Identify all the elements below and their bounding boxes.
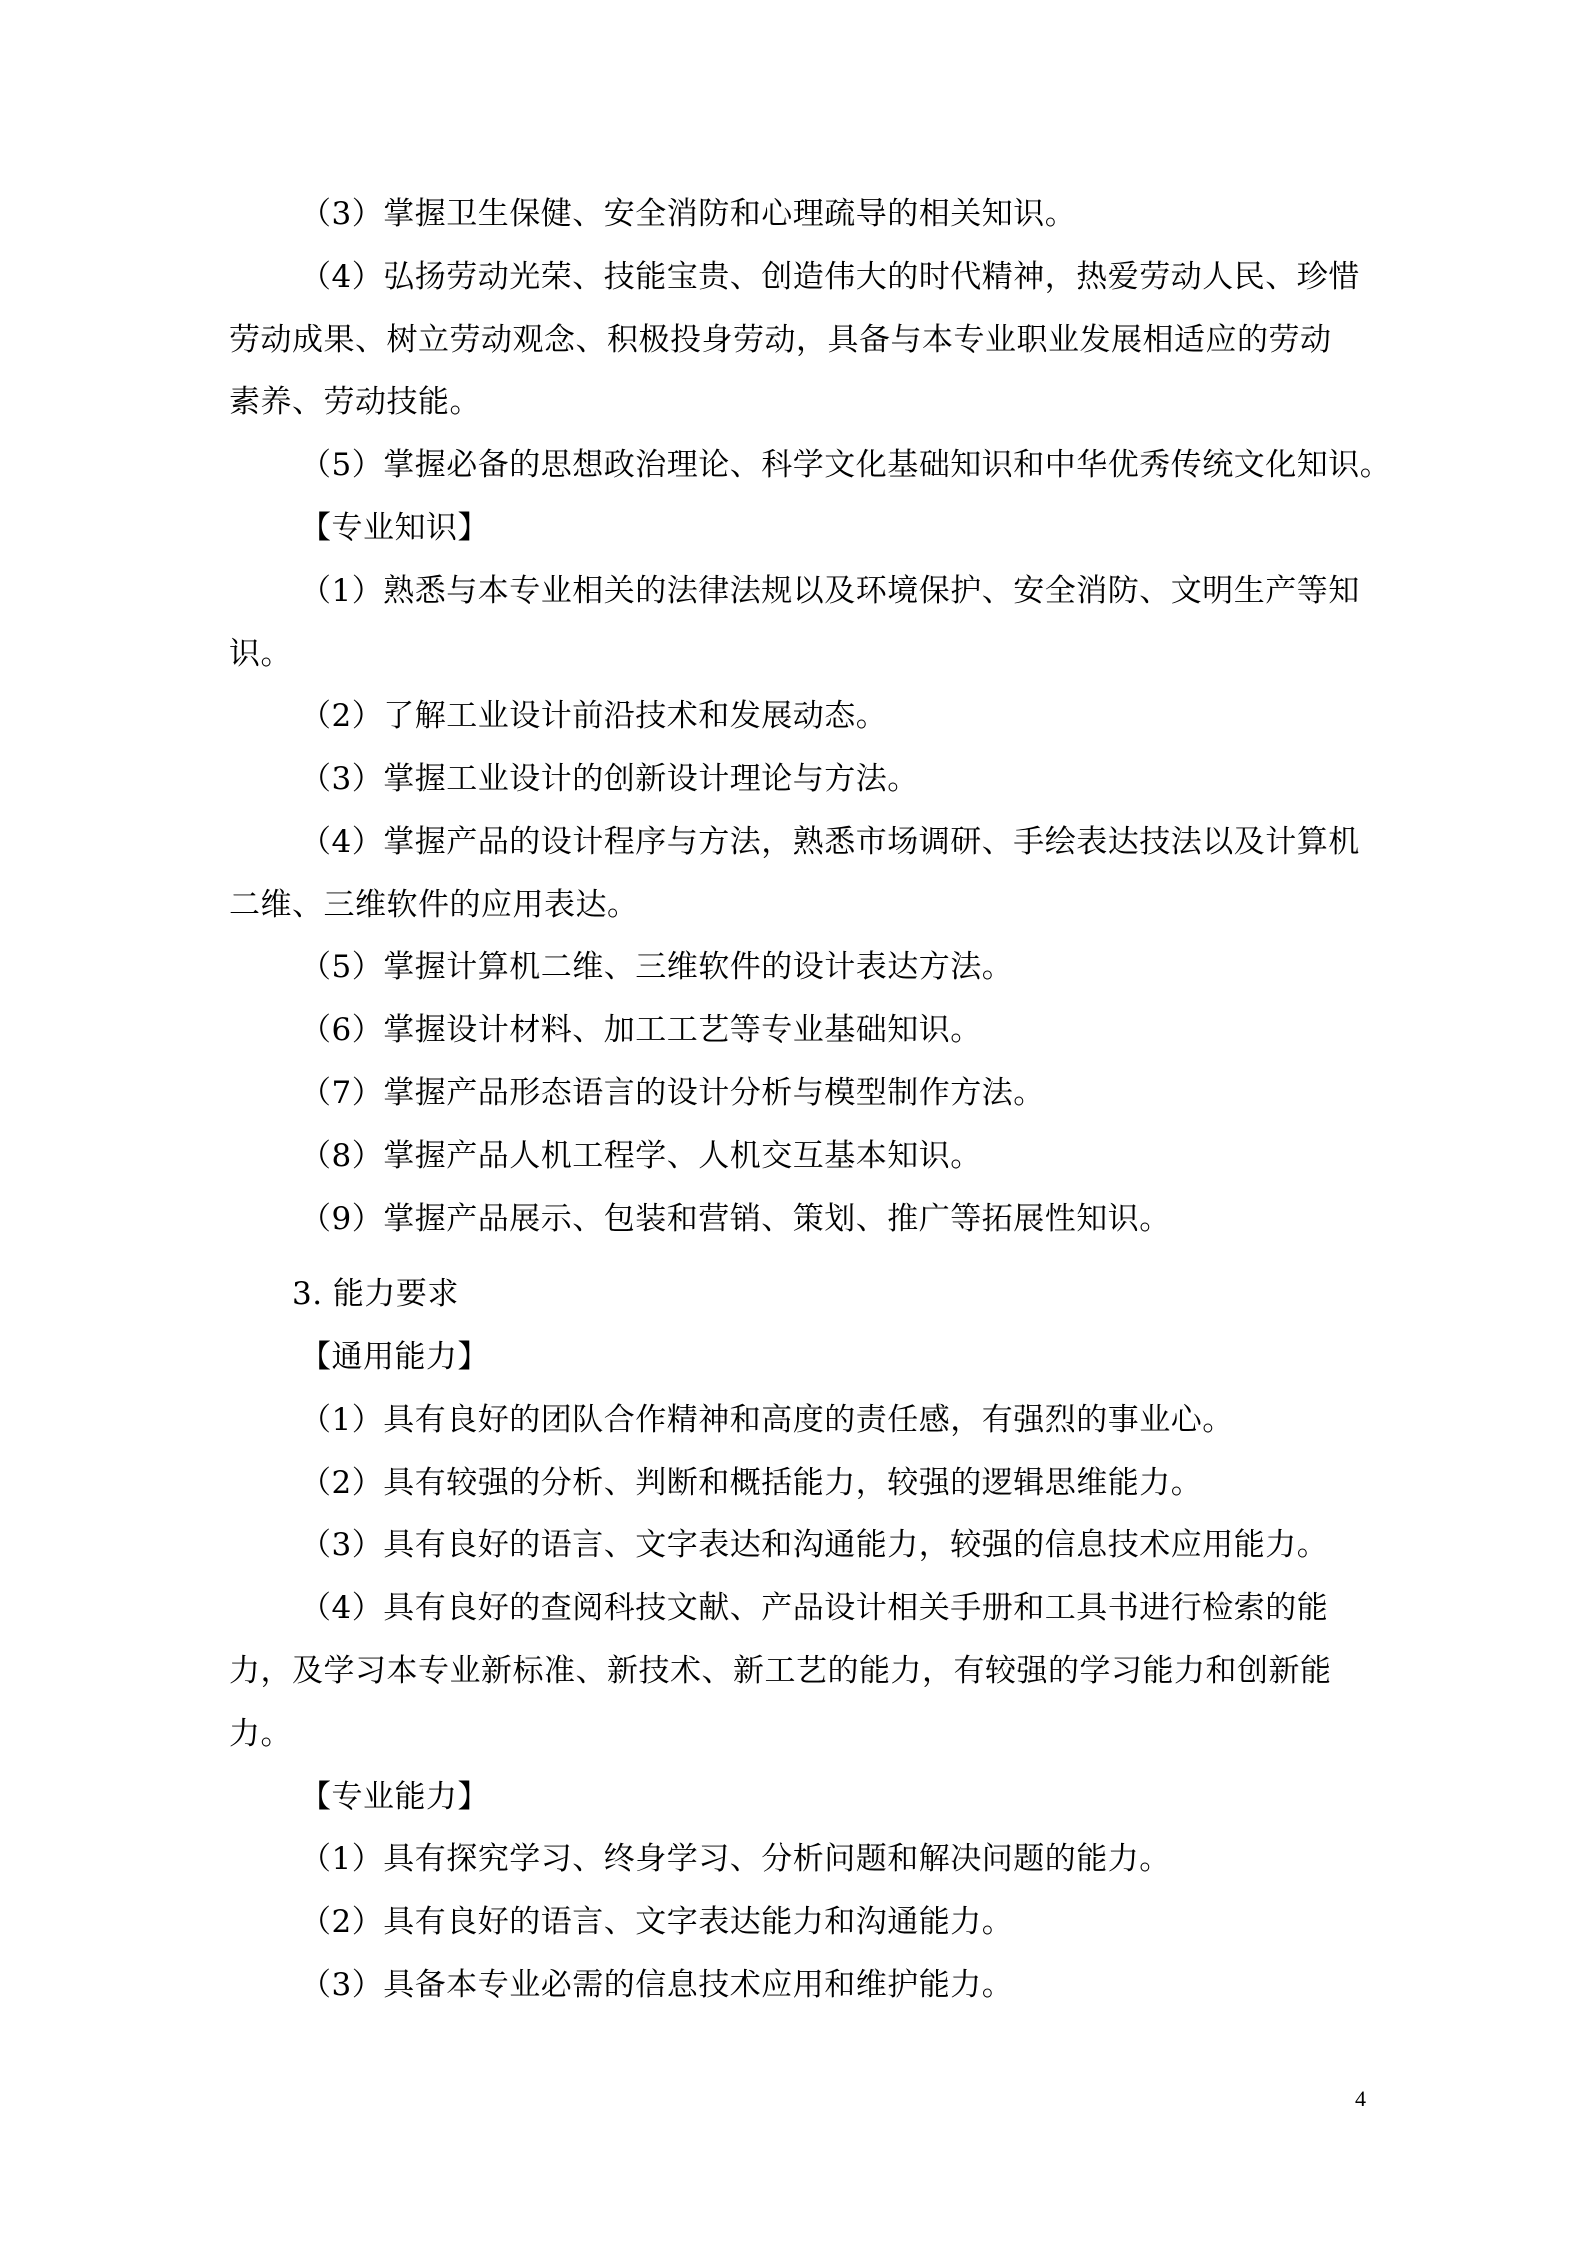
section-subheading: 【专业能力】 xyxy=(300,1779,489,1815)
paragraph-line: 二维、三维软件的应用表达。 xyxy=(229,887,639,923)
paragraph-line: 劳动成果、树立劳动观念、积极投身劳动，具备与本专业职业发展相适应的劳动 xyxy=(229,322,1332,358)
paragraph-line: （2）具有较强的分析、判断和概括能力，较强的逻辑思维能力。 xyxy=(300,1465,1203,1501)
paragraph-line: （3）具备本专业必需的信息技术应用和维护能力。 xyxy=(300,1967,1014,2003)
section-subheading: 【通用能力】 xyxy=(300,1339,489,1375)
paragraph-line: （2）了解工业设计前沿技术和发展动态。 xyxy=(300,698,888,734)
paragraph-line: （8）掌握产品人机工程学、人机交互基本知识。 xyxy=(300,1138,982,1174)
paragraph-line: （6）掌握设计材料、加工工艺等专业基础知识。 xyxy=(300,1012,982,1048)
paragraph-line: （3）具有良好的语言、文字表达和沟通能力，较强的信息技术应用能力。 xyxy=(300,1527,1329,1563)
page-number: 4 xyxy=(1355,2086,1366,2111)
paragraph-line: （4）掌握产品的设计程序与方法，熟悉市场调研、手绘表达技法以及计算机 xyxy=(300,824,1360,860)
paragraph-line: 素养、劳动技能。 xyxy=(229,384,481,420)
paragraph-line: 力。 xyxy=(229,1716,292,1752)
paragraph-line: 力，及学习本专业新标准、新技术、新工艺的能力，有较强的学习能力和创新能 xyxy=(229,1653,1332,1689)
paragraph-line: （1）具有良好的团队合作精神和高度的责任感，有强烈的事业心。 xyxy=(300,1402,1234,1438)
paragraph-line: （3）掌握卫生保健、安全消防和心理疏导的相关知识。 xyxy=(300,196,1077,232)
paragraph-line: （4）弘扬劳动光荣、技能宝贵、创造伟大的时代精神，热爱劳动人民、珍惜 xyxy=(300,259,1360,295)
paragraph-line: （1）具有探究学习、终身学习、分析问题和解决问题的能力。 xyxy=(300,1841,1171,1877)
section-subheading: 【专业知识】 xyxy=(300,510,489,546)
paragraph-line: （2）具有良好的语言、文字表达能力和沟通能力。 xyxy=(300,1904,1014,1940)
paragraph-line: （3）掌握工业设计的创新设计理论与方法。 xyxy=(300,761,919,797)
paragraph-line: （7）掌握产品形态语言的设计分析与模型制作方法。 xyxy=(300,1075,1045,1111)
paragraph-line: （5）掌握必备的思想政治理论、科学文化基础知识和中华优秀传统文化知识。 xyxy=(300,447,1392,483)
paragraph-line: 识。 xyxy=(229,636,292,672)
paragraph-line: （4）具有良好的查阅科技文献、产品设计相关手册和工具书进行检索的能 xyxy=(300,1590,1329,1626)
paragraph-line: （9）掌握产品展示、包装和营销、策划、推广等拓展性知识。 xyxy=(300,1201,1171,1237)
paragraph-line: （1）熟悉与本专业相关的法律法规以及环境保护、安全消防、文明生产等知 xyxy=(300,573,1360,609)
section-heading: 3. 能力要求 xyxy=(292,1276,459,1312)
paragraph-line: （5）掌握计算机二维、三维软件的设计表达方法。 xyxy=(300,949,1014,985)
